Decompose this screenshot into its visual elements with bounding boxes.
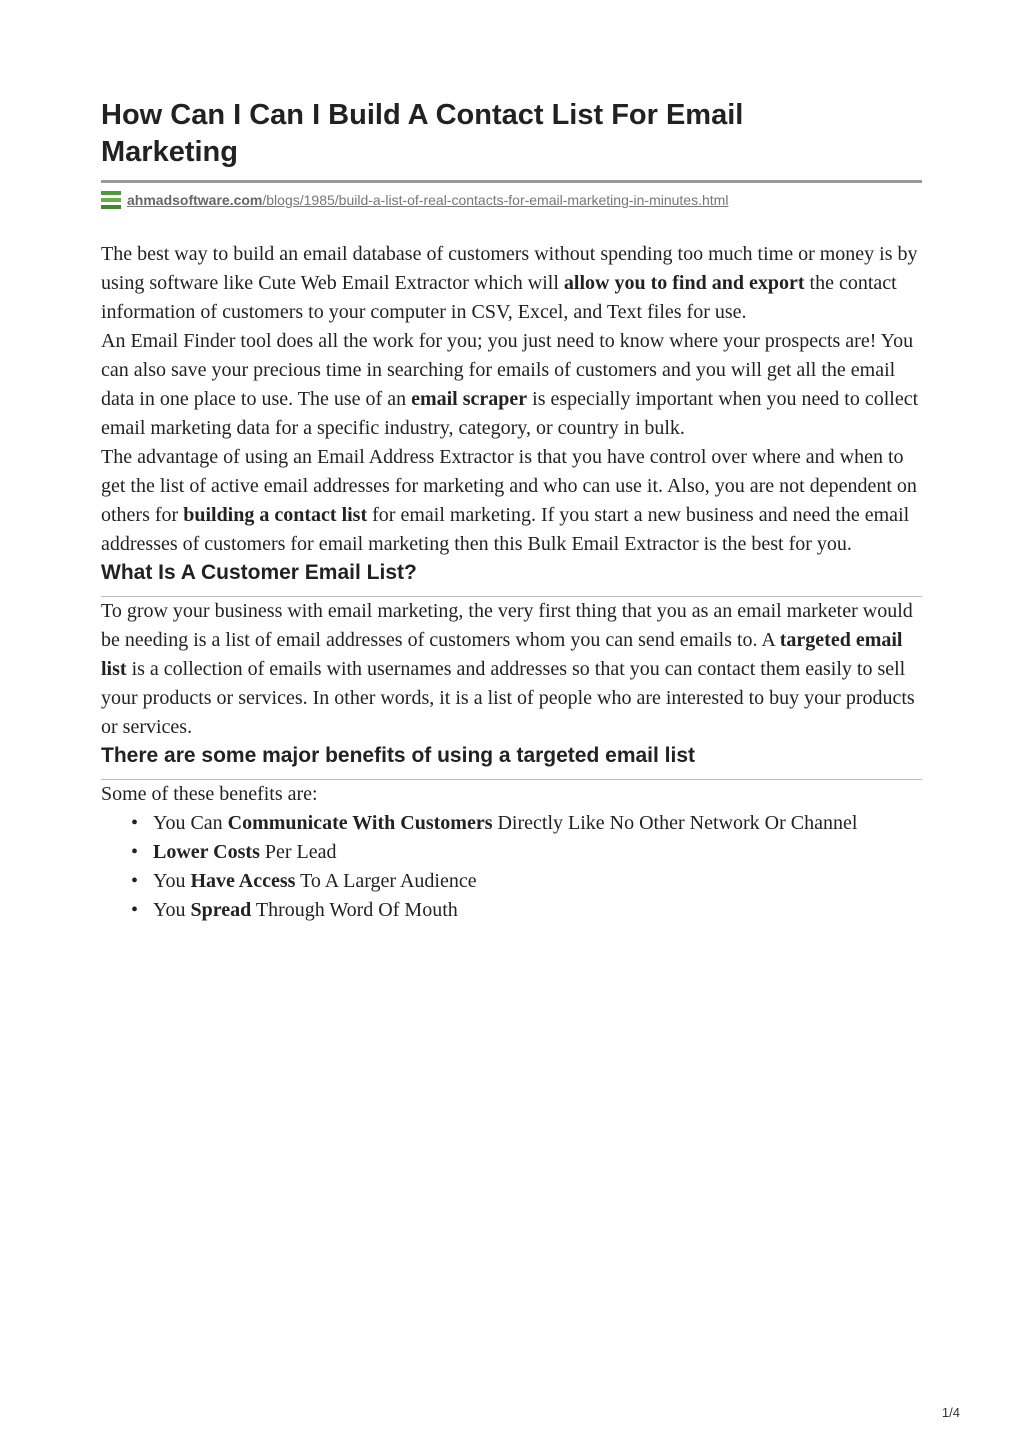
page-number: 1/4 — [941, 1405, 960, 1420]
section-heading-benefits: There are some major benefits of using a targeted email list — [101, 744, 696, 767]
list-item: • You Spread Through Word Of Mouth — [153, 896, 922, 925]
intro-paragraph-2: An Email Finder tool does all the work for you; you just need to know where your prospects are! You can also save your precious time in searching for emails of customers and you will get all the email data in one place to use. The use of an email scraper is especially important when you need to collect email marketing data for a specific industry, category, or country in bulk. — [101, 330, 919, 439]
source-path: /blogs/1985/build-a-list-of-real-contacts-for-email-marketing-in-minutes.html — [262, 192, 729, 208]
list-item: • You Have Access To A Larger Audience — [153, 867, 922, 896]
source-domain: ahmadsoftware.com — [127, 192, 263, 208]
article-body — [101, 240, 922, 925]
title-divider — [101, 180, 922, 183]
bold-phrase: building a contact list — [183, 504, 368, 526]
site-logo-icon — [101, 191, 121, 210]
list-item: • Lower Costs Per Lead — [153, 838, 922, 867]
page-title: How Can I Can I Build A Contact List For Email Marketing — [101, 99, 744, 168]
bold-phrase: email scraper — [411, 388, 528, 410]
section1-paragraph: To grow your business with email marketing, the very first thing that you as an email marketer would be needing is a list of email addresses of customers whom you can send emails to. A targeted email list is a collection of emails with usernames and addresses so that you can contact them easily to sell your products or services. In other words, it is a list of people who are interested to buy your products or services. — [101, 600, 915, 738]
bold-phrase: targeted email list — [101, 629, 903, 680]
intro-paragraph-3: The advantage of using an Email Address Extractor is that you have control over where and when to get the list of active email addresses for marketing and who can use it. Also, you are not dependent on others for building a contact list for email marketing. If you start a new business and need the email addresses of customers for email marketing then this Bulk Email Extractor is the best for you. — [101, 446, 917, 555]
source-link[interactable] — [127, 192, 728, 208]
source-line — [101, 190, 922, 210]
intro-paragraph-1: The best way to build an email database of customers without spending too much time or money is by using software like Cute Web Email Extractor which will allow you to find and export the contact information of customers to your computer in CSV, Excel, and Text files for use. — [101, 243, 918, 323]
bold-phrase: allow you to find and export — [563, 272, 805, 294]
benefits-intro: Some of these benefits are: — [101, 783, 318, 805]
list-item: • You Can Communicate With Customers Directly Like No Other Network Or Channel — [153, 809, 922, 838]
section-heading-customer-email-list: What Is A Customer Email List? — [101, 561, 417, 584]
benefits-list — [101, 809, 922, 925]
